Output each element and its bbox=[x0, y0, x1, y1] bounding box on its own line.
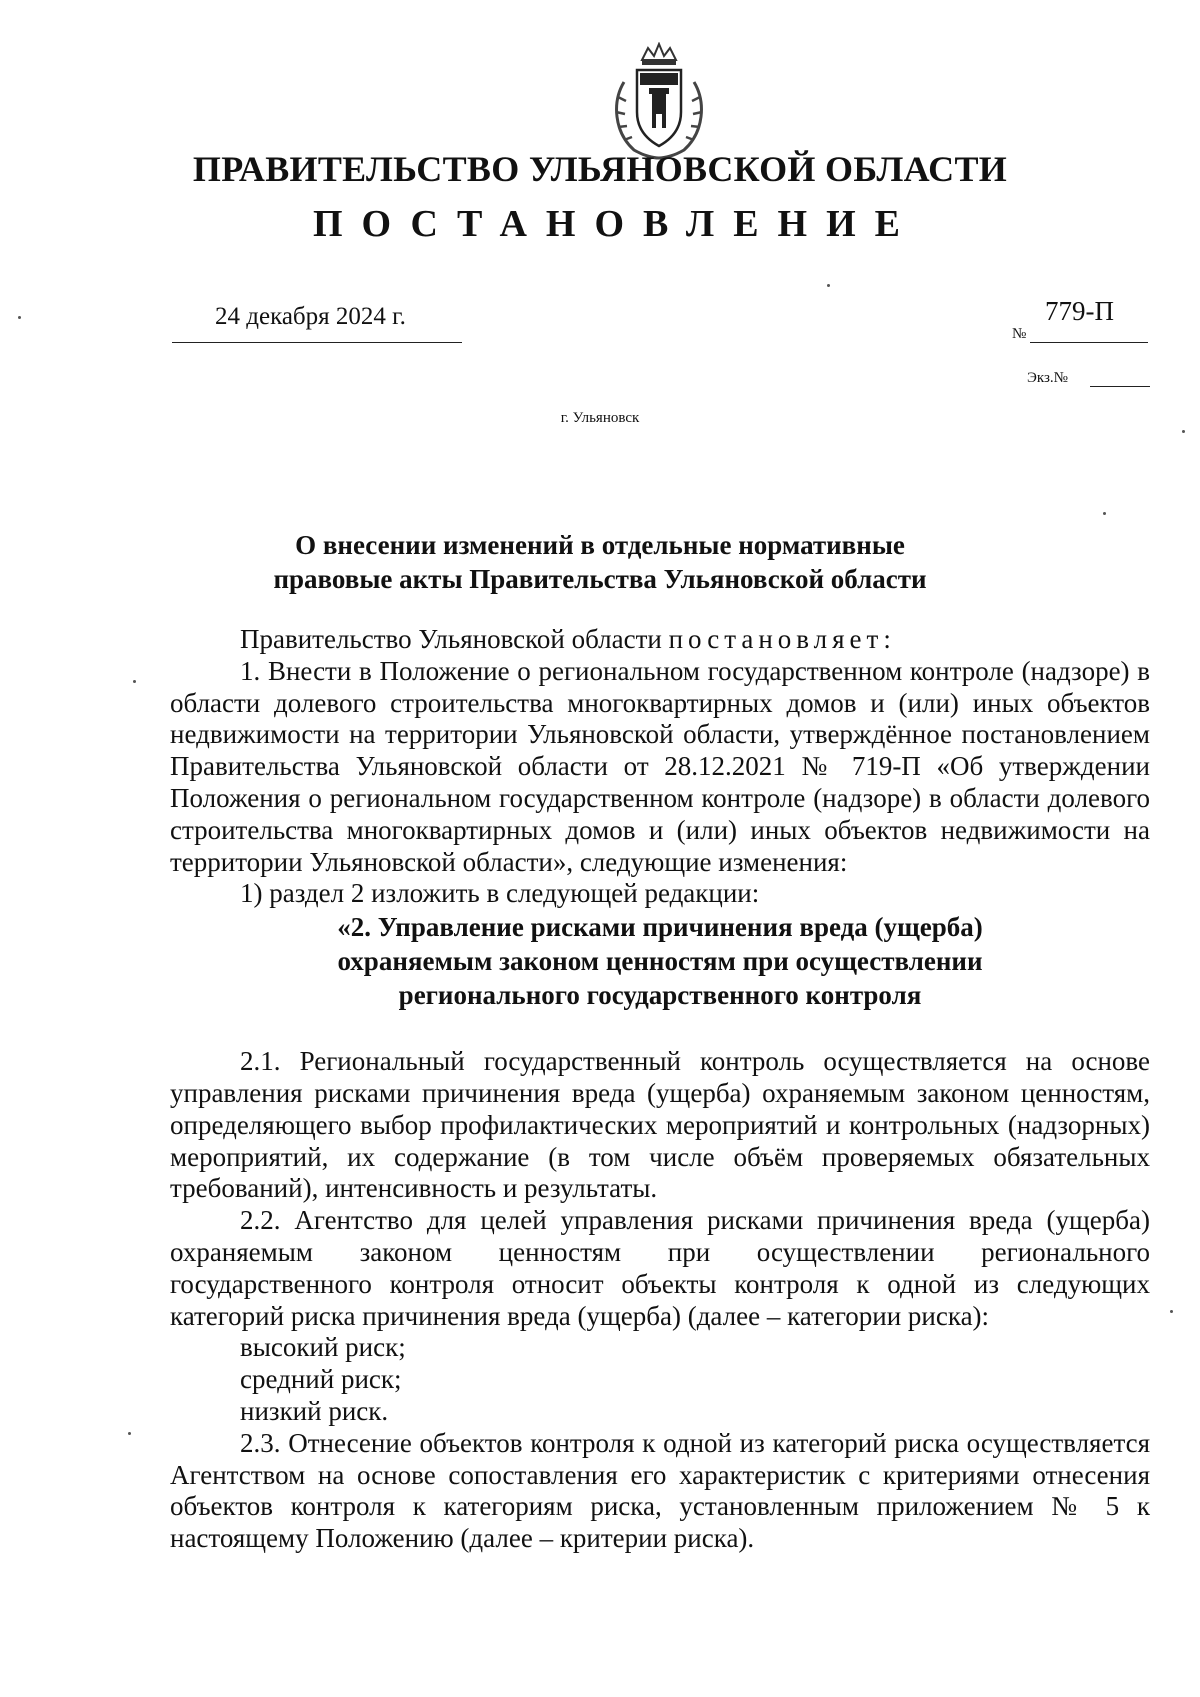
government-title: ПРАВИТЕЛЬСТВО УЛЬЯНОВСКОЙ ОБЛАСТИ bbox=[192, 149, 1008, 189]
date-underline bbox=[172, 342, 462, 343]
scan-speck bbox=[128, 1432, 131, 1435]
paragraph-1: 1. Внести в Положение о региональном государственном контроле (надзоре) в области долевого строительства многоквартирных домов и (или) иных объектов недвижимости на территории Ульяновской области, утверждённое постановлением Правительства Ульяновской области от 28.12.2021 № 719-П «Об утверждении Положения о региональном государственном контроле (надзоре) в области долевого строительства многоквартирных домов и (или) иных объектов недвижимости на территории Ульяновской области», следующие изменения: bbox=[170, 655, 1150, 877]
scan-speck bbox=[1103, 512, 1106, 515]
paragraph-1-1: 1) раздел 2 изложить в следующей редакции: bbox=[240, 878, 760, 909]
number-prefix: № bbox=[1012, 326, 1027, 342]
scan-speck bbox=[18, 316, 21, 319]
paragraph-2-3: 2.3. Отнесение объектов контроля к одной из категорий риска осуществляется Агентством на основе сопоставления его характеристик с критериями отнесения объектов контроля к категориям риска, установленным приложением № 5 к настоящему Положению (далее – критерии риска). bbox=[170, 1427, 1150, 1554]
risk-category-high: высокий риск; bbox=[240, 1332, 406, 1363]
document-body bbox=[170, 624, 1150, 1555]
paragraph-2-1: 2.1. Региональный государственный контроль осуществляется на основе управления рисками причинения вреда (ущерба) охраняемым законом ценностям, определяющего выбор профилактических мероприятий и контрольных (надзорных) мероприятий, их содержание (в том числе объём проверяемых обязательных требований), интенсивность и результаты. bbox=[170, 1046, 1150, 1204]
risk-category-low: низкий риск. bbox=[240, 1395, 389, 1426]
document-date: 24 декабря 2024 г. bbox=[215, 303, 406, 330]
section-heading-line-3: регионального государственного контроля bbox=[398, 980, 922, 1011]
intro-verb: постановляет: bbox=[668, 624, 896, 654]
coat-of-arms-icon bbox=[604, 42, 714, 162]
scan-speck bbox=[827, 284, 830, 287]
city: г. Ульяновск bbox=[560, 410, 640, 426]
document-type: ПОСТАНОВЛЕНИЕ bbox=[312, 203, 920, 245]
scan-speck bbox=[133, 680, 136, 683]
copy-number-label: Экз.№ bbox=[1027, 370, 1068, 386]
subject-line-2: правовые акты Правительства Ульяновской области bbox=[273, 564, 927, 594]
intro-paragraph bbox=[170, 624, 1150, 656]
risk-category-medium: средний риск; bbox=[240, 1364, 402, 1395]
section-heading-line-2: охраняемым законом ценностям при осуществлении bbox=[337, 946, 983, 977]
scan-speck bbox=[1182, 430, 1185, 433]
paragraph-2-2: 2.2. Агентство для целей управления рисками причинения вреда (ущерба) охраняемым законом ценностям при осуществлении регионального государственного контроля относит объекты контроля к одной из следующих категорий риска причинения вреда (ущерба) (далее – категории риска): bbox=[170, 1205, 1150, 1331]
section-heading-line-1: «2. Управление рисками причинения вреда (ущерба) bbox=[337, 912, 983, 943]
copy-number-underline bbox=[1090, 386, 1150, 387]
number-underline bbox=[1030, 342, 1148, 343]
intro-subject: Правительство Ульяновской области bbox=[240, 624, 662, 654]
document-number: 779-П bbox=[1045, 296, 1114, 326]
section-heading bbox=[170, 910, 1150, 1012]
scan-speck bbox=[1170, 1310, 1173, 1313]
document-subject bbox=[150, 528, 1050, 596]
subject-line-1: О внесении изменений в отдельные нормативные bbox=[295, 530, 905, 560]
